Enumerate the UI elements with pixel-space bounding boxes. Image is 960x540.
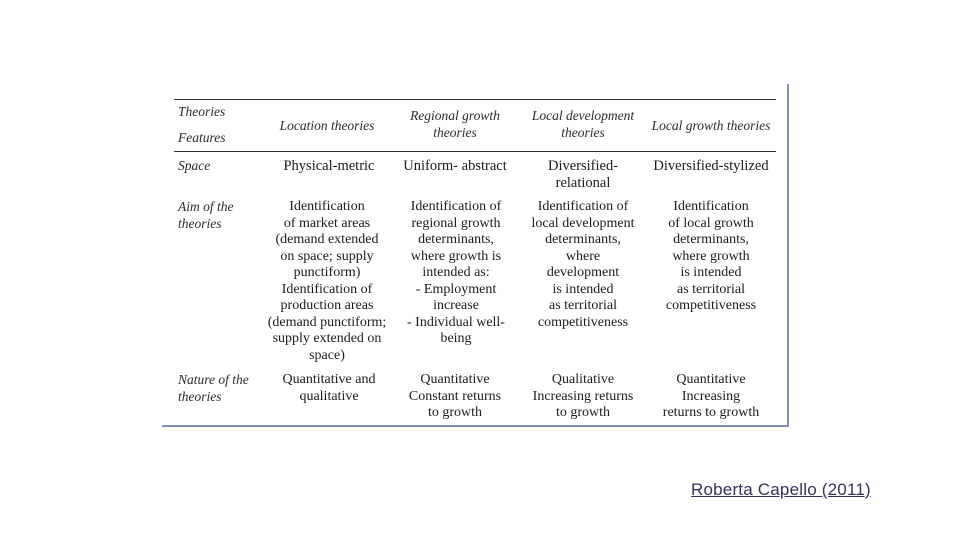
column-header-location: Location theories <box>279 118 375 133</box>
column-header-regional-growth: Regional growth theories <box>410 108 500 140</box>
table-cell: Identification of regional growth determinants, where growth is intended as: - Employment increase - Individual well- being <box>407 199 505 346</box>
table-cell: Identification of local development determinants, where development is intended as territorial competitiveness <box>531 199 635 330</box>
citation: Roberta Capello (2011) <box>691 480 871 499</box>
column-header-local-development: Local development theories <box>531 108 635 140</box>
header-theories: Theories <box>178 104 226 119</box>
row-label-aim: Aim of the theories <box>178 199 234 231</box>
table-cell: Identification of market areas (demand extended on space; supply punctiform) Identification of production areas (demand punctiform; supply extended on space) <box>267 199 387 363</box>
table-cell: Quantitative Increasing returns to growth <box>662 372 760 420</box>
table-cell: Diversified-stylized <box>653 158 769 174</box>
row-label-space: Space <box>178 158 211 173</box>
table-frame-bottom <box>162 425 789 427</box>
table-cell: Identification of local growth determinants, where growth is intended as territorial competitiveness <box>665 199 757 313</box>
table-cell: Physical-metric <box>283 158 375 174</box>
table-cell: Quantitative Constant returns to growth <box>408 372 502 420</box>
row-label-nature: Nature of the theories <box>178 372 249 404</box>
table-cell: Qualitative Increasing returns to growth <box>532 372 634 420</box>
header-features: Features <box>178 130 226 145</box>
table-cell: Uniform- abstract <box>403 158 507 174</box>
table-cell: Diversified- relational <box>547 158 619 191</box>
table-cell: Quantitative and qualitative <box>282 372 376 404</box>
table-frame-right <box>787 84 789 427</box>
column-header-local-growth: Local growth theories <box>651 118 771 133</box>
table-top-rule <box>174 99 776 100</box>
table-header-rule <box>174 151 776 152</box>
